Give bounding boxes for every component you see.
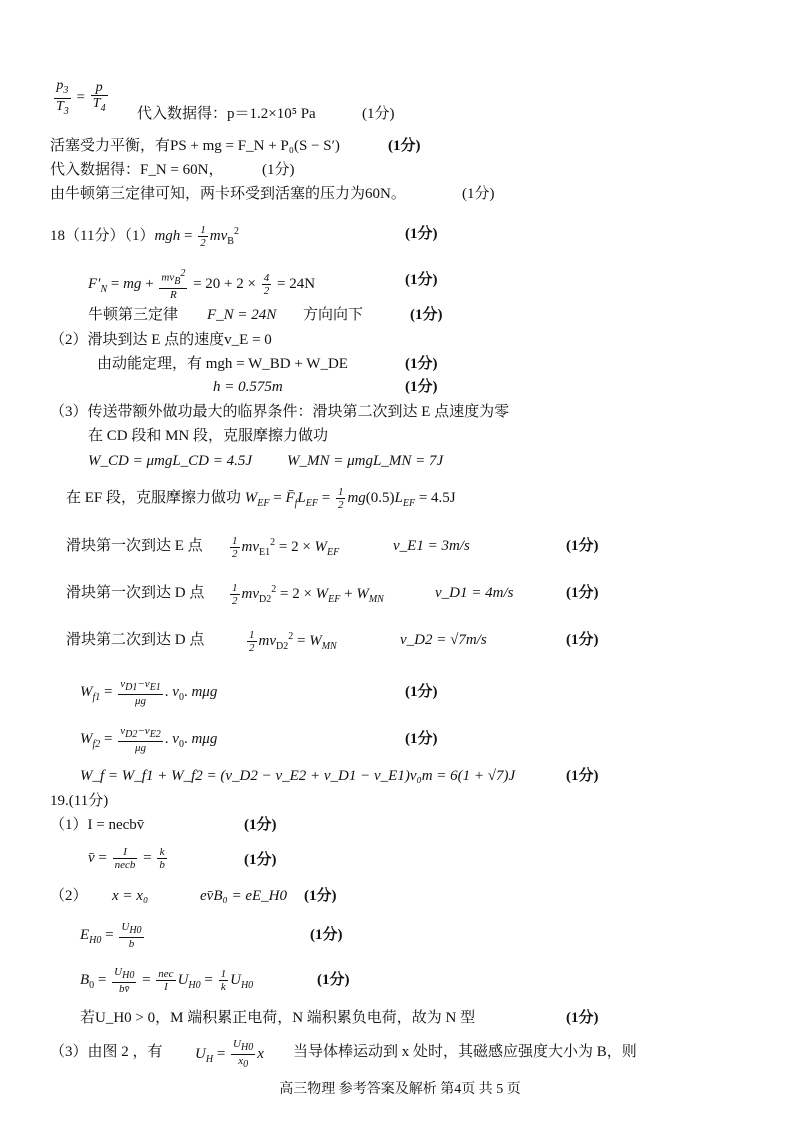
q19-part1: （1）I = necbv̄ bbox=[50, 817, 145, 833]
q18-e1-eq: $\frac{1}{2}$ $mv_{E1}^2 = 2 \times W_{EF}$ bbox=[232, 535, 340, 561]
q19-score-2: (1分) bbox=[244, 852, 277, 868]
q18-part2-energy: 由动能定理，有 mgh = W_BD + W_DE bbox=[97, 356, 348, 372]
q18-d1-v: v_D1 = 4m/s bbox=[435, 585, 514, 601]
q18-part2: （2）滑块到达 E 点的速度v_E = 0 bbox=[50, 332, 272, 348]
q19-part2-x: x = x₀ bbox=[112, 888, 149, 904]
page-footer: 高三物理 参考答案及解析 第4页 共 5 页 bbox=[279, 1082, 521, 1097]
line-3-score: (1分) bbox=[262, 162, 295, 178]
q18-newton-text: 牛顿第三定律 bbox=[88, 307, 179, 323]
line-1-text: 代入数据得：p＝1.2×10⁵ Pa bbox=[137, 106, 316, 122]
q19-part3-eq: $U_H$ = $\frac{U_{H0}}{x_0}$ x bbox=[195, 1038, 264, 1071]
q18-d1-text: 滑块第一次到达 D 点 bbox=[66, 585, 205, 601]
q18-work-mn: W_MN = μmgL_MN = 7J bbox=[287, 453, 444, 469]
q18-score-8: (1分) bbox=[566, 632, 599, 648]
q18-score-6: (1分) bbox=[566, 538, 599, 554]
q19-if: 若U_H0 > 0，M 端积累正电荷，N 端积累负电荷，故为 N 型 bbox=[80, 1010, 476, 1026]
q18-newton-dir: 方向向下 bbox=[303, 307, 364, 323]
line-4-score: (1分) bbox=[462, 186, 495, 202]
q19-b0-eq: $B_0$ = $\frac{U_{H0}}{bv̄}$ = $\frac{\text{nec}}{I}$ $U_{H0}$ = $\frac{1}{k}$ $U_{H0}$ bbox=[80, 966, 254, 996]
q18-score-9: (1分) bbox=[405, 684, 438, 700]
q18-wf1-eq: $W_{f1}$ = $\frac{v_{D1}-v_{E1}}{\mu g}$ . $v_0$. mμg bbox=[80, 678, 218, 708]
q18-heading-text: 18（11分）（1） bbox=[50, 228, 155, 244]
q18-part3-b: 在 CD 段和 MN 段，克服摩擦力做功 bbox=[88, 428, 329, 444]
q18-wf-total: W_f = W_f1 + W_f2 = (v_D2 − v_E2 + v_D1 − v_E1)v₀m = 6(1 + √7)J bbox=[80, 768, 516, 784]
q18-d2-text: 滑块第二次到达 D 点 bbox=[66, 632, 205, 648]
line-1-score: (1分) bbox=[362, 106, 395, 122]
q18-height: h = 0.575m bbox=[213, 379, 283, 395]
q19-eh0-eq: $E_{H0}$ = $\frac{U_{H0}}{b}$ bbox=[80, 921, 142, 951]
q19-score-5: (1分) bbox=[317, 972, 350, 988]
q18-part3: （3）传送带额外做功最大的临界条件：滑块第二次到达 E 点速度为零 bbox=[50, 404, 510, 420]
q18-e1-text: 滑块第一次到达 E 点 bbox=[66, 538, 203, 554]
q18-score-10: (1分) bbox=[405, 731, 438, 747]
q18-heading: 18（11分）（1）mgh = $\frac{1}{2}$ $mv_B^2$ bbox=[50, 224, 239, 250]
q18-score-7: (1分) bbox=[566, 585, 599, 601]
q18-wf2-eq: $W_{f2}$ = $\frac{v_{D2}-v_{E2}}{\mu g}$ . $v_0$. mμg bbox=[80, 725, 218, 755]
q19-vbar-eq: v̄ = $\frac{I}{\text{necb}}$ = $\frac{k}{b}$ bbox=[88, 846, 165, 871]
line-2-score: (1分) bbox=[388, 138, 421, 154]
q18-score-11: (1分) bbox=[566, 768, 599, 784]
q18-d2-v: v_D2 = √7m/s bbox=[400, 632, 487, 648]
q18-newton-eq: F_N = 24N bbox=[207, 307, 277, 323]
q18-d2-eq: $\frac{1}{2}$ $mv_{D2}^2 = W_{MN}$ bbox=[249, 629, 337, 655]
q19-heading: 19.(11分) bbox=[50, 793, 109, 809]
q18-score-4: (1分) bbox=[405, 356, 438, 372]
q19-part2-eq: ev̄B₀ = eE_H0 bbox=[200, 888, 287, 904]
line-3-text: 代入数据得：F_N = 60N， bbox=[50, 162, 224, 178]
q18-ef-line: 在 EF 段，克服摩擦力做功 $W_{EF}$ = $F̄_fL_{EF}$ = $\frac{1}{2}$ $mg(0.5)L_{EF} = 4.5J$ bbox=[66, 486, 456, 511]
q18-e1-v: v_E1 = 3m/s bbox=[393, 538, 470, 554]
q18-d1-eq: $\frac{1}{2}$ $mv_{D2}^2 = 2 \times W_{EF} + W_{MN}$ bbox=[232, 582, 384, 608]
q18-work-cd: W_CD = μmgL_CD = 4.5J bbox=[88, 453, 253, 469]
q18-ef-text: 在 EF 段，克服摩擦力做功 bbox=[66, 489, 242, 506]
q19-score-1: (1分) bbox=[244, 817, 277, 833]
q18-score-3: (1分) bbox=[410, 307, 443, 323]
q18-score-1: (1分) bbox=[405, 226, 438, 242]
q19-part3-b: 当导体棒运动到 x 处时，其磁感应强度大小为 B，则 bbox=[293, 1044, 637, 1060]
q19-score-3: (1分) bbox=[304, 888, 337, 904]
gas-law-equation: $\frac{p_3}{T_3}$ = $\frac{p}{T_4}$ bbox=[56, 78, 106, 117]
q19-part3-a: （3）由图 2 ，有 bbox=[50, 1044, 163, 1060]
line-4-text: 由牛顿第三定律可知，两卡环受到活塞的压力为60N。 bbox=[50, 186, 406, 202]
q18-score-2: (1分) bbox=[405, 272, 438, 288]
q18-normal-force-eq: $F'_N$ = mg + $\frac{mv_B^2}{R}$ = 20 + 2 × $\frac{4}{2}$ = 24N bbox=[88, 268, 316, 301]
q19-part2: （2） bbox=[50, 888, 88, 904]
q18-score-5: (1分) bbox=[405, 379, 438, 395]
q19-score-6: (1分) bbox=[566, 1010, 599, 1026]
line-2-text: 活塞受力平衡，有PS + mg = F_N + P₀(S − S′) bbox=[50, 138, 340, 154]
q19-score-4: (1分) bbox=[310, 927, 343, 943]
